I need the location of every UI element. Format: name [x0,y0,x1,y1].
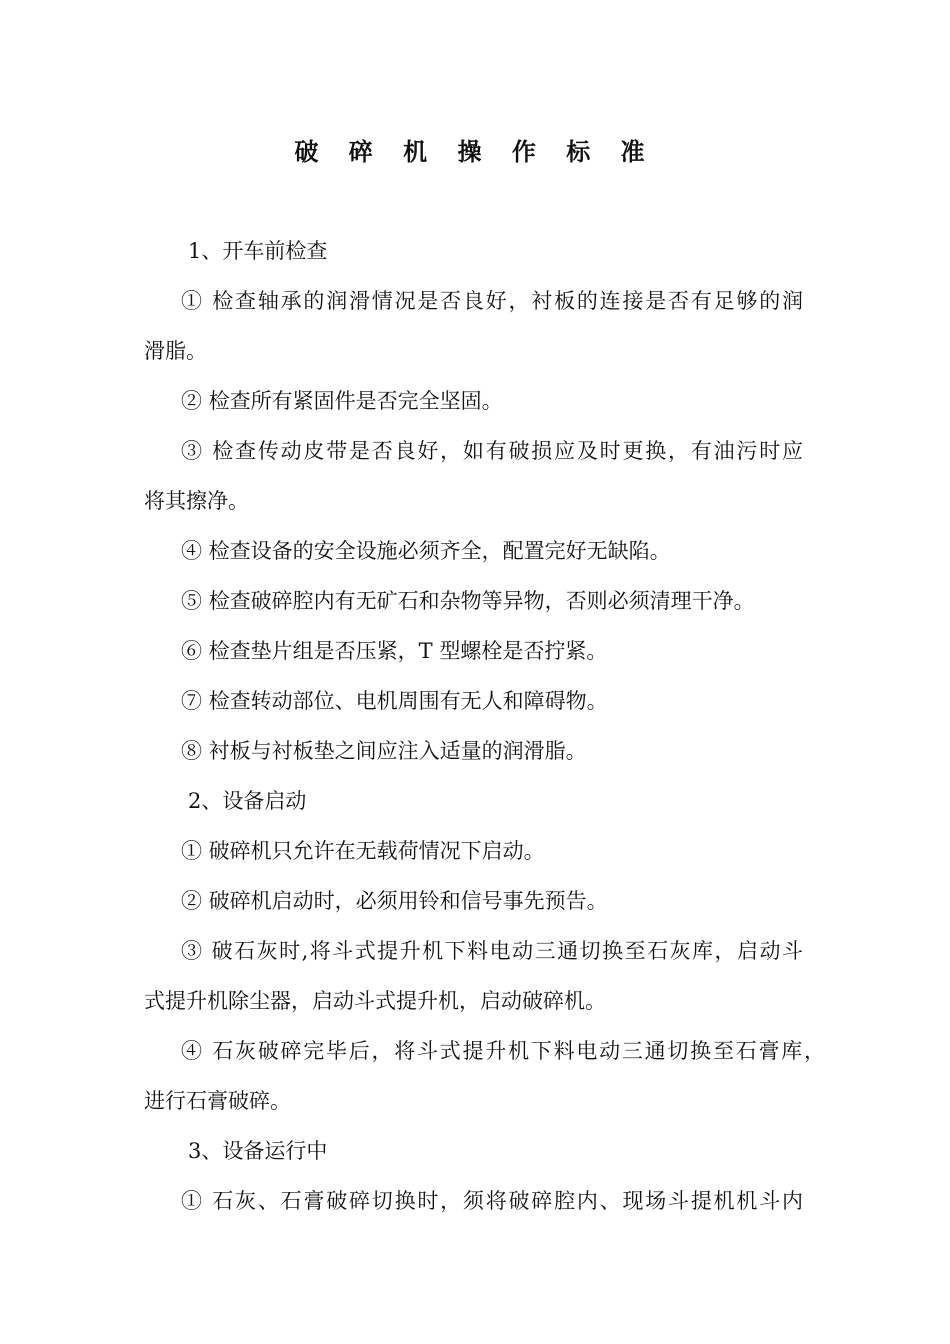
list-item-continuation: 进行石膏破碎。 [144,1089,291,1113]
list-item: ② 破碎机启动时，必须用铃和信号事先预告。 [181,889,608,913]
list-item: ⑥ 检查垫片组是否压紧，T 型螺栓是否拧紧。 [181,639,608,663]
list-item: ① 破碎机只允许在无载荷情况下启动。 [181,839,545,863]
list-item: ⑧ 衬板与衬板垫之间应注入适量的润滑脂。 [181,739,587,763]
list-item-continuation: 式提升机除尘器，启动斗式提升机，启动破碎机。 [144,989,606,1013]
list-item: ② 检查所有紧固件是否完全坚固。 [181,389,503,413]
list-item: ⑦ 检查转动部位、电机周围有无人和障碍物。 [181,689,608,713]
list-item-continuation: 将其擦净。 [144,489,249,513]
section-heading: 2、设备启动 [188,789,307,813]
page-title: 破 碎 机 操 作 标 准 [294,138,656,166]
section-heading: 3、设备运行中 [188,1139,328,1163]
list-item: ① 检查轴承的润滑情况是否良好，衬板的连接是否有足够的润 [181,289,803,313]
list-item: ④ 检查设备的安全设施必须齐全，配置完好无缺陷。 [181,539,671,563]
list-item: ① 石灰、石膏破碎切换时，须将破碎腔内、现场斗提机机斗内 [181,1189,803,1213]
section-heading: 1、开车前检查 [188,239,328,263]
list-item: ③ 破石灰时,将斗式提升机下料电动三通切换至石灰库，启动斗 [181,939,803,963]
list-item: ④ 石灰破碎完毕后，将斗式提升机下料电动三通切换至石膏库， [181,1039,825,1063]
list-item-continuation: 滑脂。 [144,339,207,363]
list-item: ⑤ 检查破碎腔内有无矿石和杂物等异物，否则必须清理干净。 [181,589,755,613]
list-item: ③ 检查传动皮带是否良好，如有破损应及时更换，有油污时应 [181,439,803,463]
